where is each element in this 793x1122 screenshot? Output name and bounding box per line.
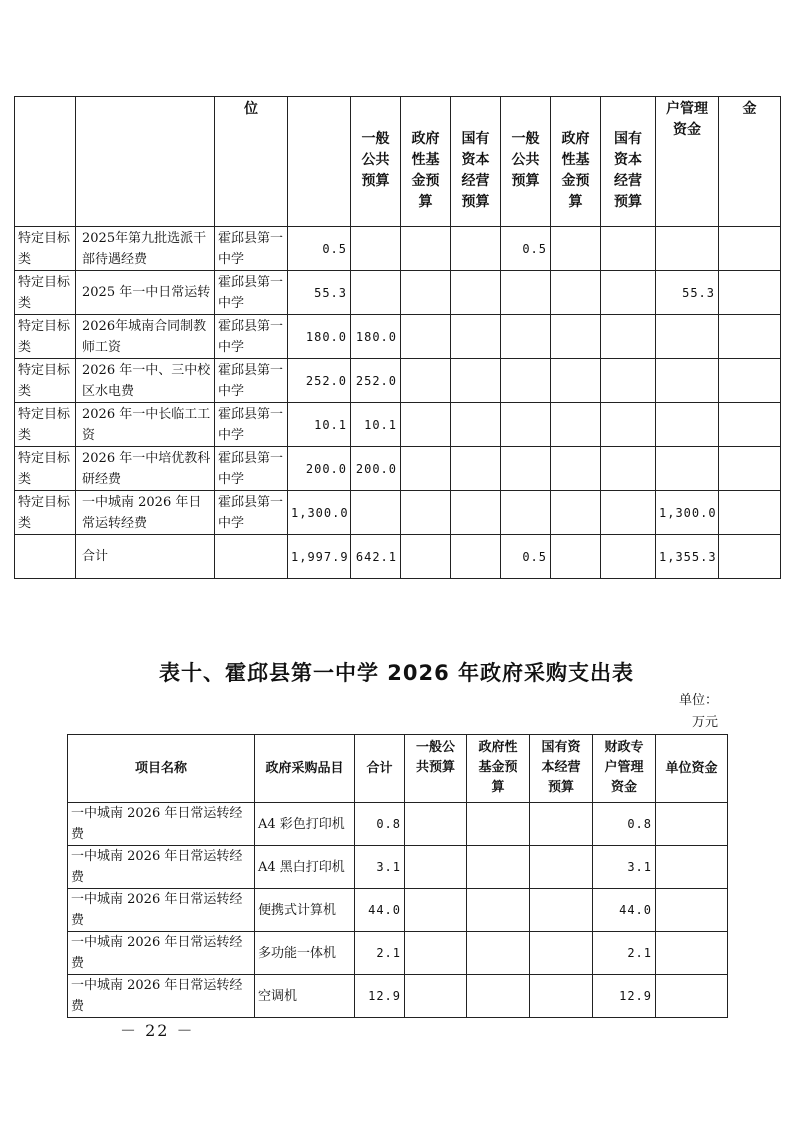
cell-total: 2.1	[355, 932, 405, 975]
cell-c5	[551, 227, 601, 271]
cell-type: 特定目标类	[15, 227, 76, 271]
total-row	[15, 535, 781, 579]
cell-c3	[451, 315, 501, 359]
cell-state_cap	[530, 846, 593, 889]
header-unit-fund: 单位资金	[656, 735, 728, 803]
cell-total: 44.0	[355, 889, 405, 932]
cell-unit: 霍邱县第一中学	[215, 491, 288, 535]
total-cell-empty	[215, 535, 288, 579]
cell-c7	[656, 359, 719, 403]
cell-total: 252.0	[288, 359, 351, 403]
cell-c8	[719, 271, 781, 315]
header-state-cap-b: 国有资本经营预算	[601, 97, 656, 227]
cell-special: 44.0	[593, 889, 656, 932]
cell-c1	[351, 271, 401, 315]
cell-c6	[601, 403, 656, 447]
cell-special: 3.1	[593, 846, 656, 889]
table-row	[68, 846, 728, 889]
cell-c2	[401, 271, 451, 315]
cell-c6	[601, 447, 656, 491]
total-cell-empty	[451, 535, 501, 579]
cell-c3	[451, 491, 501, 535]
cell-c2	[401, 359, 451, 403]
cell-unit: 霍邱县第一中学	[215, 359, 288, 403]
cell-c3	[451, 227, 501, 271]
cell-name: 2026年城南合同制教师工资	[76, 315, 215, 359]
table-row	[68, 803, 728, 846]
total-cell-empty	[15, 535, 76, 579]
cell-state_cap	[530, 932, 593, 975]
total-cell-total: 1,997.9	[288, 535, 351, 579]
cell-unit: 霍邱县第一中学	[215, 403, 288, 447]
cell-c4	[501, 403, 551, 447]
total-cell-empty	[401, 535, 451, 579]
cell-c1	[351, 227, 401, 271]
cell-total: 3.1	[355, 846, 405, 889]
cell-total: 55.3	[288, 271, 351, 315]
cell-c8	[719, 491, 781, 535]
table-row	[15, 227, 781, 271]
header-total	[288, 97, 351, 227]
cell-gov_fund	[467, 803, 530, 846]
unit-label: 单位：万元	[678, 693, 718, 730]
table-row	[15, 403, 781, 447]
cell-type: 特定目标类	[15, 491, 76, 535]
cell-project: 一中城南 2026 年日常运转经费	[68, 803, 255, 846]
cell-c5	[551, 359, 601, 403]
cell-c5	[551, 315, 601, 359]
header-general-b: 一般公共预算	[501, 97, 551, 227]
cell-c7	[656, 447, 719, 491]
cell-item: A4 黑白打印机	[255, 846, 355, 889]
cell-type: 特定目标类	[15, 359, 76, 403]
cell-c4	[501, 447, 551, 491]
total-cell-empty	[601, 535, 656, 579]
cell-total: 12.9	[355, 975, 405, 1018]
cell-state_cap	[530, 803, 593, 846]
total-cell-empty	[719, 535, 781, 579]
header-general-a: 一般公共预算	[351, 97, 401, 227]
cell-unit_fund	[656, 975, 728, 1018]
cell-project: 一中城南 2026 年日常运转经费	[68, 932, 255, 975]
cell-name: 2026 年一中、三中校区水电费	[76, 359, 215, 403]
cell-c1: 252.0	[351, 359, 401, 403]
cell-c2	[401, 403, 451, 447]
cell-c8	[719, 447, 781, 491]
project-expenditure-table	[14, 96, 781, 579]
header-project: 项目名称	[68, 735, 255, 803]
cell-c7	[656, 227, 719, 271]
cell-c4	[501, 491, 551, 535]
header-type	[15, 97, 76, 227]
cell-c2	[401, 315, 451, 359]
cell-c8	[719, 227, 781, 271]
cell-c1	[351, 491, 401, 535]
cell-c7	[656, 403, 719, 447]
cell-unit_fund	[656, 803, 728, 846]
procurement-table	[67, 734, 728, 1018]
cell-name: 2025 年一中日常运转	[76, 271, 215, 315]
cell-unit_fund	[656, 889, 728, 932]
cell-unit: 霍邱县第一中学	[215, 315, 288, 359]
cell-name: 一中城南 2026 年日常运转经费	[76, 491, 215, 535]
table-row	[15, 271, 781, 315]
cell-c4	[501, 359, 551, 403]
cell-gov_fund	[467, 846, 530, 889]
cell-total: 180.0	[288, 315, 351, 359]
cell-c3	[451, 359, 501, 403]
table-row	[15, 447, 781, 491]
cell-unit_fund	[656, 932, 728, 975]
cell-c2	[401, 447, 451, 491]
header-gov-fund-b: 政府性基金预算	[551, 97, 601, 227]
cell-c8	[719, 315, 781, 359]
cell-name: 2026 年一中长临工工资	[76, 403, 215, 447]
cell-type: 特定目标类	[15, 447, 76, 491]
cell-name: 2026 年一中培优教科研经费	[76, 447, 215, 491]
cell-c4: 0.5	[501, 227, 551, 271]
cell-name: 2025年第九批选派干部待遇经费	[76, 227, 215, 271]
header-gov-fund-a: 政府性基金预算	[401, 97, 451, 227]
cell-c4	[501, 271, 551, 315]
page-number: － 22 －	[120, 1021, 195, 1040]
cell-c6	[601, 359, 656, 403]
total-cell-label: 合计	[76, 535, 215, 579]
cell-c1: 180.0	[351, 315, 401, 359]
cell-item: 便携式计算机	[255, 889, 355, 932]
cell-c3	[451, 447, 501, 491]
cell-c1: 10.1	[351, 403, 401, 447]
cell-c6	[601, 491, 656, 535]
table-row	[15, 315, 781, 359]
cell-c8	[719, 403, 781, 447]
cell-c7: 1,300.0	[656, 491, 719, 535]
cell-c6	[601, 315, 656, 359]
cell-c7	[656, 315, 719, 359]
cell-special: 12.9	[593, 975, 656, 1018]
cell-type: 特定目标类	[15, 315, 76, 359]
cell-c2	[401, 491, 451, 535]
cell-general	[405, 803, 467, 846]
header-item: 政府采购品目	[255, 735, 355, 803]
cell-special: 2.1	[593, 932, 656, 975]
cell-c6	[601, 227, 656, 271]
cell-c5	[551, 447, 601, 491]
header-gov-fund: 政府性基金预算	[467, 735, 530, 803]
header-state-cap-a: 国有资本经营预算	[451, 97, 501, 227]
cell-special: 0.8	[593, 803, 656, 846]
cell-project: 一中城南 2026 年日常运转经费	[68, 846, 255, 889]
cell-general	[405, 932, 467, 975]
total-cell-c1: 642.1	[351, 535, 401, 579]
cell-c8	[719, 359, 781, 403]
cell-unit: 霍邱县第一中学	[215, 227, 288, 271]
cell-state_cap	[530, 889, 593, 932]
cell-general	[405, 975, 467, 1018]
cell-c5	[551, 491, 601, 535]
table2-title: 表十、霍邱县第一中学 2026 年政府采购支出表	[158, 661, 635, 685]
cell-unit: 霍邱县第一中学	[215, 271, 288, 315]
cell-c5	[551, 403, 601, 447]
cell-c4	[501, 315, 551, 359]
table-row	[68, 932, 728, 975]
total-cell-c7: 1,355.3	[656, 535, 719, 579]
cell-general	[405, 889, 467, 932]
table-row	[68, 889, 728, 932]
header-unit: 位	[215, 97, 288, 227]
header-general: 一般公共预算	[405, 735, 467, 803]
table-row	[15, 491, 781, 535]
header-special-account: 户管理资金	[656, 97, 719, 227]
cell-total: 0.5	[288, 227, 351, 271]
cell-general	[405, 846, 467, 889]
total-cell-c4: 0.5	[501, 535, 551, 579]
total-cell-empty	[551, 535, 601, 579]
cell-c2	[401, 227, 451, 271]
cell-item: 空调机	[255, 975, 355, 1018]
table1-header-row	[15, 97, 781, 227]
cell-total: 200.0	[288, 447, 351, 491]
cell-gov_fund	[467, 889, 530, 932]
cell-c6	[601, 271, 656, 315]
header-total: 合计	[355, 735, 405, 803]
cell-item: A4 彩色打印机	[255, 803, 355, 846]
header-unit-fund: 金	[719, 97, 781, 227]
table-row	[15, 359, 781, 403]
header-special: 财政专户管理资金	[593, 735, 656, 803]
header-state-cap: 国有资本经营预算	[530, 735, 593, 803]
cell-unit: 霍邱县第一中学	[215, 447, 288, 491]
cell-c3	[451, 271, 501, 315]
table2-header-row	[68, 735, 728, 803]
cell-total: 1,300.0	[288, 491, 351, 535]
cell-unit_fund	[656, 846, 728, 889]
cell-project: 一中城南 2026 年日常运转经费	[68, 975, 255, 1018]
cell-item: 多功能一体机	[255, 932, 355, 975]
cell-c7: 55.3	[656, 271, 719, 315]
cell-total: 0.8	[355, 803, 405, 846]
cell-c5	[551, 271, 601, 315]
cell-project: 一中城南 2026 年日常运转经费	[68, 889, 255, 932]
cell-type: 特定目标类	[15, 271, 76, 315]
cell-c3	[451, 403, 501, 447]
cell-type: 特定目标类	[15, 403, 76, 447]
cell-state_cap	[530, 975, 593, 1018]
cell-gov_fund	[467, 932, 530, 975]
header-name	[76, 97, 215, 227]
cell-gov_fund	[467, 975, 530, 1018]
cell-c1: 200.0	[351, 447, 401, 491]
cell-total: 10.1	[288, 403, 351, 447]
table-row	[68, 975, 728, 1018]
